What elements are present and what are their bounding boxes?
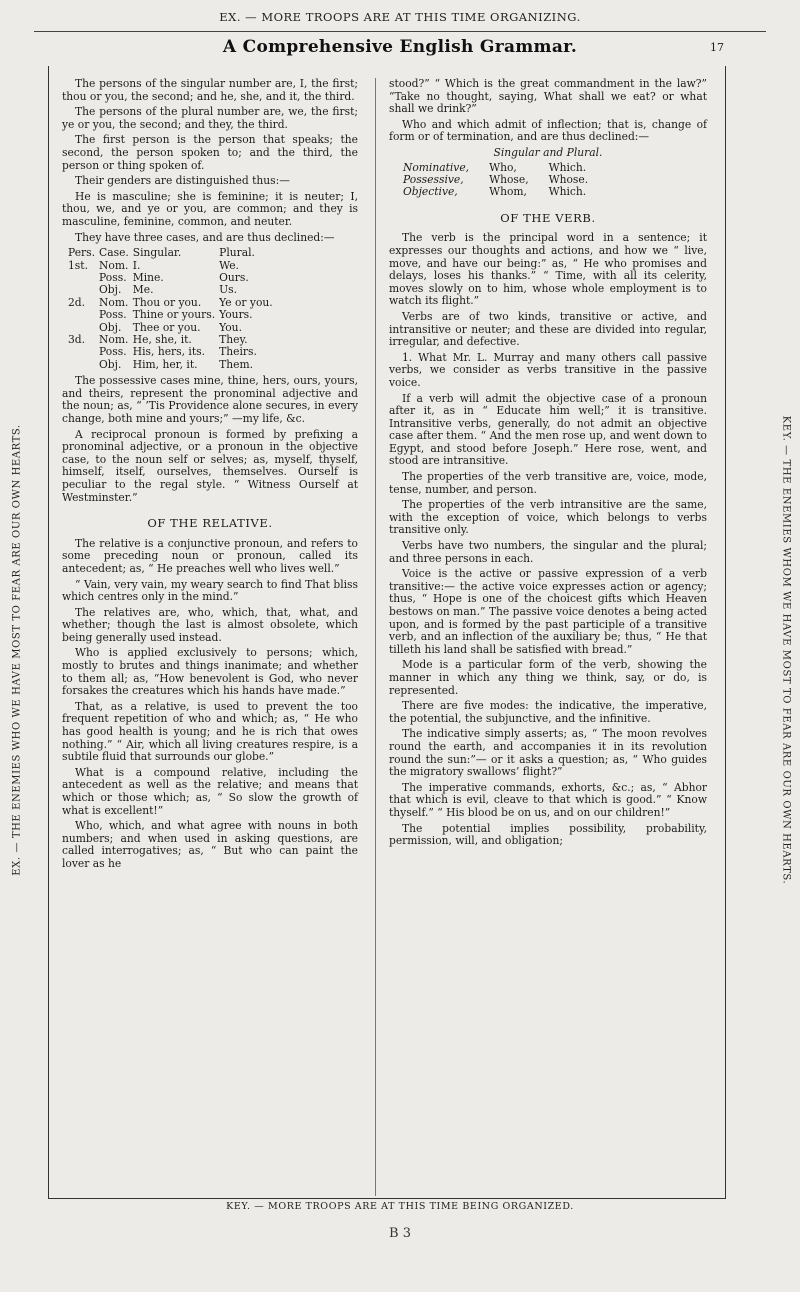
- relative-pronoun-declension-table: [403, 162, 608, 199]
- table-row: [68, 309, 277, 321]
- paragraph: Who, which, and what agree with nouns in both numbers; and when used in asking questions, are called interrogatives; as, “ But who can paint the lover as he: [62, 819, 358, 870]
- header-cell: Singular.: [132, 246, 182, 260]
- paragraph: The properties of the verb intransitive are the same, with the exception of voice, which belongs to verbs transitive only.: [389, 498, 707, 537]
- cell: 2d.: [68, 295, 86, 309]
- paragraph: The first person is the person that speaks; the second, the person spoken to; and the third, the person or thing spoken of.: [62, 133, 358, 172]
- cell: Ye or you.: [219, 295, 273, 309]
- cell: Objective,: [403, 185, 458, 199]
- column-divider: [375, 78, 376, 1196]
- cell: 3d.: [68, 332, 86, 346]
- cell: Nom.: [99, 258, 129, 272]
- left-column: [62, 78, 358, 874]
- paragraph: stood?” “ Which is the great commandment in the law?” “Take no thought, saying, What shall we eat? or what shall we drink?”: [389, 77, 707, 116]
- right-column: [389, 78, 707, 851]
- cell: [68, 284, 99, 296]
- paragraph: The persons of the singular number are, I, the first; thou or you, the second; and he, she, and it, the third.: [62, 77, 358, 103]
- cell: Nominative,: [403, 160, 470, 174]
- table-row: [68, 346, 277, 358]
- right-margin-text: KEY. — THE ENEMIES WHOM WE HAVE MOST TO FEAR ARE OUR OWN HEARTS.: [780, 415, 792, 885]
- paragraph: The verb is the principal word in a sentence; it expresses our thoughts and actions, and how we “ live, move, and have our being:” as, “ He who promises and delays, loses his thanks.” “ Time, with all its celerity, moves slowly on to him, whose whole employment is to watch its flight.”: [389, 231, 707, 308]
- cell: Thee or you.: [132, 320, 201, 334]
- cell: Obj.: [99, 320, 122, 334]
- header-cell: Case.: [99, 246, 129, 260]
- table-header-row: [68, 247, 277, 259]
- paragraph: They have three cases, and are thus declined:—: [75, 230, 335, 244]
- cell: You.: [219, 320, 242, 334]
- right-margin-key: [776, 80, 796, 1220]
- cell: Poss.: [99, 308, 127, 322]
- cell: Thou or you.: [132, 295, 202, 309]
- bottom-key: KEY. — MORE TROOPS ARE AT THIS TIME BEING ORGANIZED.: [226, 1201, 574, 1212]
- table-row: [68, 359, 277, 371]
- left-margin-example: [7, 80, 27, 1220]
- cell: Us.: [219, 283, 238, 297]
- running-head-rule: [34, 31, 766, 32]
- cell: Poss.: [99, 345, 127, 359]
- quotation: “ Vain, very vain, my weary search to find That bliss which centres only in the mind.”: [62, 577, 358, 604]
- cell: Me.: [132, 283, 154, 297]
- cell: Whose,: [489, 172, 529, 186]
- cell: I.: [132, 258, 141, 272]
- section-heading-verb: OF THE VERB.: [500, 210, 596, 225]
- cell: Thine or yours.: [132, 308, 216, 322]
- paragraph: What is a compound relative, including the antecedent as well as the relative; and means that which or those which; as, “ So slow the growth of what is excellent!”: [62, 765, 358, 817]
- paragraph: The relatives are, who, which, that, what, and whether; though the last is almost obsolete, which being generally used instead.: [62, 605, 358, 644]
- paragraph: Verbs have two numbers, the singular and the plural; and three persons in each.: [389, 539, 707, 565]
- cell: Ours.: [219, 270, 249, 284]
- paragraph: Their genders are distinguished thus:—: [75, 174, 290, 188]
- paragraph: Mode is a particular form of the verb, showing the manner in which any thing we think, say, or do, is represented.: [389, 658, 707, 697]
- cell: Whom,: [489, 185, 527, 199]
- table-row: [68, 284, 277, 296]
- cell: Which.: [548, 185, 587, 199]
- cell: [68, 272, 99, 284]
- header-cell: Pers.: [68, 246, 96, 260]
- cell: Poss.: [99, 270, 127, 284]
- paragraph: The indicative simply asserts; as, “ The moon revolves round the earth, and accompanies it in its revolution round the sun:”— or it asks a question; as, “ Who guides the migratory swallows’ flight?”: [389, 727, 707, 779]
- cell: We.: [219, 258, 239, 272]
- paragraph: 1. What Mr. L. Murray and many others call passive verbs, we consider as verbs transitive in the passive voice.: [389, 350, 707, 389]
- cell: [68, 309, 99, 321]
- cell: Nom.: [99, 295, 129, 309]
- paragraph: The relative is a conjunctive pronoun, and refers to some preceding noun or pronoun, called its antecedent; as, “ He preaches well who lives well.”: [62, 536, 358, 575]
- declension-subtitle: Singular and Plural.: [493, 145, 603, 159]
- cell: They.: [219, 332, 248, 346]
- signature-mark: B 3: [389, 1226, 411, 1241]
- header-cell: Plural.: [219, 246, 255, 260]
- paragraph: Who is applied exclusively to persons; which, mostly to brutes and things inanimate; and whether to them all; as, “How benevolent is God, who never forsakes the creatures which his hands have made.”: [62, 646, 358, 698]
- cell: Yours.: [219, 308, 253, 322]
- paragraph: There are five modes: the indicative, the imperative, the potential, the subjunctive, and the infinitive.: [389, 699, 707, 725]
- book-page: [11, 0, 792, 1292]
- paragraph: Voice is the active or passive expression of a verb transitive:— the active voice expresses action or agency; thus, “ Hope is one of the choicest gifts which Heaven bestows on man.” The passive voice denotes a being acted upon, and is formed by the past participle of a transitive verb, and an inflection of the auxiliary be; thus, “ He that tilleth his land shall be satisfied with bread.”: [389, 567, 707, 656]
- cell: His, hers, its.: [132, 345, 206, 359]
- page-title: A Comprehensive English Grammar.: [222, 37, 578, 57]
- section-heading-relative: OF THE RELATIVE.: [147, 516, 273, 531]
- cell: Obj.: [99, 283, 122, 297]
- cell: Nom.: [99, 332, 129, 346]
- paragraph: Who and which admit of inflection; that is, change of form or of termination, and are thus declined:—: [389, 117, 707, 144]
- paragraph: The properties of the verb transitive are, voice, mode, tense, number, and person.: [389, 470, 707, 496]
- paragraph: The potential implies possibility, probability, permission, will, and obligation;: [389, 821, 707, 848]
- paragraph: The persons of the plural number are, we, the first; ye or you, the second; and they, the third.: [62, 105, 358, 131]
- left-margin-text: EX. — THE ENEMIES WHO WE HAVE MOST TO FEAR ARE OUR OWN HEARTS.: [11, 424, 23, 876]
- personal-pronoun-declension-table: [68, 247, 277, 371]
- cell: Them.: [219, 357, 253, 371]
- cell: Theirs.: [219, 345, 257, 359]
- paragraph: If a verb will admit the objective case of a pronoun after it, as in “ Educate him well;” it is transitive. Intransitive verbs, generally, do not admit an objective case after them. “ And the men rose up, and went down to Egypt, and stood before Joseph.” Here rose, went, and stood are intransitive.: [389, 391, 707, 468]
- cell: Him, her, it.: [132, 357, 198, 371]
- cell: Mine.: [132, 270, 164, 284]
- cell: Obj.: [99, 357, 122, 371]
- paragraph: That, as a relative, is used to prevent the too frequent repetition of who and which; as, “ He who has good health is young; and he is rich that owes nothing.” “ Air, which all living creatures respire, is a subtile fluid that surrounds our globe.”: [62, 699, 358, 764]
- paragraph: Verbs are of two kinds, transitive or active, and intransitive or neuter; and these are divided into regular, irregular, and defective.: [389, 309, 707, 349]
- cell: [68, 359, 99, 371]
- cell: He, she, it.: [132, 332, 192, 346]
- cell: Possessive,: [403, 172, 464, 186]
- cell: Whose.: [548, 172, 589, 186]
- page-number: 17: [710, 41, 724, 54]
- paragraph: A reciprocal pronoun is formed by prefixing a pronominal adjective, or a pronoun in the objective case, to the noun self or selves; as, myself, thyself, himself, itself, ourselves, themselves. Ourself is peculiar to the regal style. “ Witness Ourself at Westminster.”: [62, 427, 358, 504]
- title-bar: [34, 35, 766, 61]
- cell: [68, 346, 99, 358]
- paragraph: The possessive cases mine, thine, hers, ours, yours, and theirs, represent the pronominal adjective and the noun; as, “ ’Tis Providence alone secures, in every change, both mine and yours;” —my life, &c.: [62, 374, 358, 425]
- table-row: [403, 186, 608, 198]
- cell: Who,: [489, 160, 517, 174]
- cell: 1st.: [68, 258, 88, 272]
- paragraph: The imperative commands, exhorts, &c.; as, “ Abhor that which is evil, cleave to that which is good.” “ Know thyself.” “ His blood be on us, and on our children!”: [389, 780, 707, 819]
- running-head-example: EX. — MORE TROOPS ARE AT THIS TIME ORGANIZING.: [219, 10, 581, 24]
- paragraph: He is masculine; she is feminine; it is neuter; I, thou, we, and ye or you, are common; and they is masculine, feminine, common, and neuter.: [62, 189, 358, 228]
- cell: Which.: [548, 160, 587, 174]
